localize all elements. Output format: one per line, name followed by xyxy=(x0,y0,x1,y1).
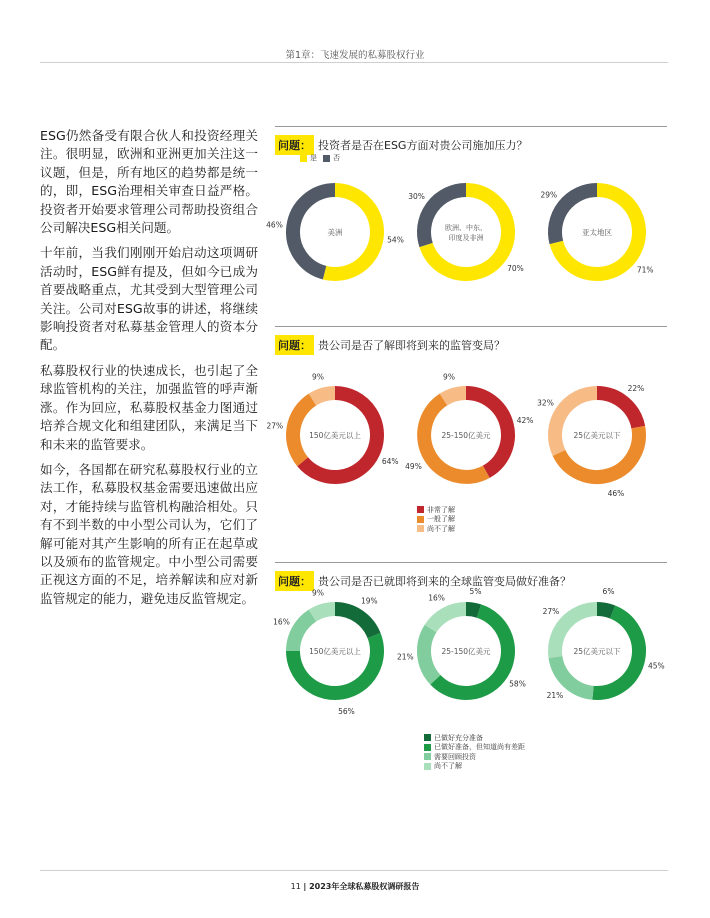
donut-center-title: 欧洲、中东、 xyxy=(445,224,487,232)
slice-value-label: 56% xyxy=(338,706,355,716)
legend-item: 尚不了解 xyxy=(417,524,455,534)
legend-item: 已做好准备，但知道尚有差距 xyxy=(424,743,525,753)
donut-center-title: 150亿美元以上 xyxy=(309,431,361,440)
legend-no: 否 xyxy=(323,153,340,163)
paragraph-3: 私募股权行业的快速成长，也引起了全球监管机构的关注，加强监管的呼声渐涨。作为回应，私募股权基金力图通过培养合规文化和组建团队，来满足当下和未来的监管要求。 xyxy=(40,362,258,452)
donut-slice xyxy=(466,609,479,611)
donut-center-title: 印度及非洲 xyxy=(448,234,484,242)
donut-center-title: 25-150亿美元 xyxy=(441,647,491,656)
slice-value-label: 22% xyxy=(627,384,645,393)
donut-center-title: 25亿美元以下 xyxy=(573,647,621,656)
donut-q3-1 xyxy=(273,588,377,716)
donut-slice xyxy=(597,609,613,612)
slice-value-label: 9% xyxy=(443,372,455,382)
slice-value-label: 9% xyxy=(312,372,324,382)
donut-q2-3 xyxy=(537,384,644,498)
donut-q3-3 xyxy=(543,587,665,700)
slice-value-label: 16% xyxy=(428,593,445,603)
footer-divider xyxy=(40,870,668,871)
slice-value-label: 58% xyxy=(509,679,526,689)
slice-value-label: 70% xyxy=(507,263,524,273)
paragraph-4: 如今，各国都在研究私募股权行业的立法工作，私募股权基金需要迅速做出应对，才能持续与监管机构融洽相处。只有不到半数的中小型公司认为，它们了解可能对其产生影响的所有正在起草或以及颁布的监管规定。中小型公司需要正视这方面的不足，培养解读和应对新监管规定的能力，避免违反监管规定。 xyxy=(40,461,258,606)
question-tag: 问题： xyxy=(275,335,314,355)
slice-value-label: 45% xyxy=(647,661,665,671)
donut-slice xyxy=(293,616,313,651)
slice-value-label: 5% xyxy=(469,586,482,596)
legend-item: 一般了解 xyxy=(417,515,455,525)
paragraph-1: ESG仍然备受有限合伙人和投资经理关注。很明显，欧洲和亚洲更加关注这一议题，但是，所有地区的趋势都是统一的，即，ESG治理相关审查日益严格。投资者开始要求管理公司帮助投资组合公司解决ESG相关问题。 xyxy=(40,128,258,236)
donut-slice xyxy=(424,629,435,680)
donut-q1-2 xyxy=(408,190,523,274)
slice-value-label: 21% xyxy=(396,652,414,662)
slice-value-label: 27% xyxy=(542,607,560,617)
donut-slice xyxy=(335,609,374,636)
slice-value-label: 49% xyxy=(405,462,422,472)
legend-item: 非常了解 xyxy=(417,505,455,515)
question-tag: 问题： xyxy=(275,135,314,155)
slice-value-label: 71% xyxy=(636,265,654,275)
slice-value-label: 19% xyxy=(360,596,378,606)
slice-value-label: 27% xyxy=(266,421,284,431)
slice-value-label: 16% xyxy=(273,617,290,627)
page-number: 11 xyxy=(290,882,301,891)
footer-title: | 2023年全球私募股权调研报告 xyxy=(303,882,420,891)
donut-slice xyxy=(313,393,336,400)
slice-value-label: 30% xyxy=(408,192,425,202)
donut-center-title: 亚太地区 xyxy=(582,228,612,237)
question-tag: 问题： xyxy=(275,571,314,591)
paragraph-2: 十年前，当我们刚刚开始启动这项调研活动时，ESG鲜有提及，但如今已成为首要战略重点，尤其受到大型管理公司关注。公司对ESG故事的讲述，将继续影响投资者对私募基金管理人的资本分配。 xyxy=(40,245,258,353)
donut-slice xyxy=(293,636,377,693)
donut-slice xyxy=(431,609,466,629)
slice-value-label: 21% xyxy=(546,691,564,701)
donut-slice xyxy=(555,393,597,453)
legend-item: 已做好充分准备 xyxy=(424,733,525,743)
legend-item: 需要回顾投资 xyxy=(424,752,525,762)
question-3-text: 贵公司是否已就即将到来的全球监管变局做好准备？ xyxy=(318,575,571,588)
donut-q2-2 xyxy=(405,372,533,477)
donut-slice xyxy=(597,393,638,427)
slice-value-label: 46% xyxy=(607,489,625,498)
question-1-text: 投资者是否在ESG方面对贵公司施加压力？ xyxy=(318,139,528,152)
donut-slice xyxy=(555,657,593,693)
donut-q2-1 xyxy=(266,372,398,477)
legend-item: 尚不了解 xyxy=(424,762,525,772)
footer xyxy=(0,881,710,892)
slice-value-label: 32% xyxy=(537,398,554,408)
slice-value-label: 42% xyxy=(516,415,534,425)
donut-q3-2 xyxy=(397,587,526,693)
donut-center-title: 25-150亿美元 xyxy=(441,431,491,440)
donut-center-title: 美洲 xyxy=(327,228,343,237)
slice-value-label: 46% xyxy=(266,220,283,230)
legend-yes: 是 xyxy=(300,153,317,163)
donut-q1-1 xyxy=(266,190,404,274)
slice-value-label: 54% xyxy=(387,235,404,245)
donut-slice xyxy=(444,393,467,400)
slice-value-label: 64% xyxy=(381,457,399,466)
slice-value-label: 29% xyxy=(540,190,558,200)
slice-value-label: 6% xyxy=(602,587,615,597)
question-2-text: 贵公司是否了解即将到来的监管变局？ xyxy=(318,339,505,352)
donut-center-title: 25亿美元以下 xyxy=(573,431,621,440)
donut-q1-3 xyxy=(540,190,653,274)
donut-center-title: 150亿美元以上 xyxy=(309,647,361,656)
donut-slice xyxy=(313,609,336,616)
running-header: 第1章：飞速发展的私募股权行业 xyxy=(285,50,425,61)
slice-value-label: 9% xyxy=(312,588,324,598)
